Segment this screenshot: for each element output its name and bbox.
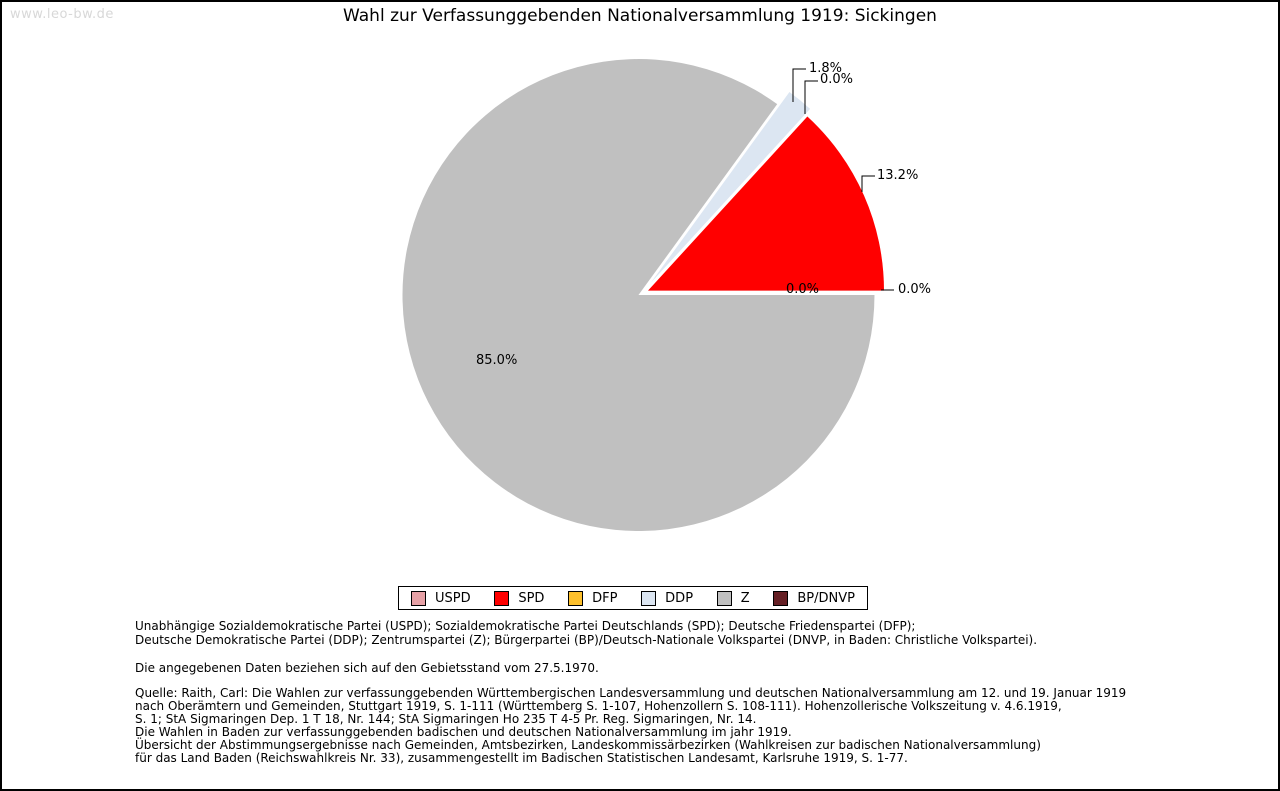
legend-item-spd — [494, 591, 544, 606]
note-line: Die Wahlen in Baden zur verfassunggebenden badischen und deutschen Nationalversammlung im jahr 1919. — [135, 725, 792, 739]
legend-item-z — [717, 591, 750, 606]
legend-item-ddp — [641, 591, 693, 606]
party-abbreviations — [135, 620, 1037, 647]
legend-label-uspd: USPD — [435, 590, 471, 606]
legend-item-dfp — [568, 591, 617, 606]
legend-swatch-z — [717, 591, 732, 606]
note-line: Quelle: Raith, Carl: Die Wahlen zur verfassunggebenden Württembergischen Landesversammlung und deutschen Nationalversammlung am 12. und 19. Januar 1919 — [135, 686, 1127, 700]
pie-label-bp-dnvp: 0.0% — [786, 282, 820, 297]
note-line: Deutsche Demokratische Partei (DDP); Zentrumspartei (Z); Bürgerpartei (BP)/Deutsch-Nationale Volkspartei (DNVP, in Baden: Christliche Volkspartei). — [135, 632, 1038, 647]
leader-spd — [862, 176, 875, 192]
pie-label-spd: 13.2% — [877, 168, 919, 183]
pie-label-z: 85.0% — [476, 353, 518, 368]
legend-label-z: Z — [740, 590, 750, 606]
legend-label-bp-dnvp: BP/DNVP — [797, 590, 855, 606]
legend-label-dfp: DFP — [592, 590, 618, 606]
legend-swatch-spd — [494, 591, 509, 606]
note-line: Unabhängige Sozialdemokratische Partei (USPD); Sozialdemokratische Partei Deutschlands (SPD); Deutsche Friedenspartei (DFP); — [135, 619, 916, 633]
page-title: Wahl zur Verfassunggebenden Nationalversammlung 1919: Sickingen — [343, 6, 937, 26]
note-line: Übersicht der Abstimmungsergebnisse nach Gemeinden, Amtsbezirken, Landeskommissärbezirken (Wahlkreisen zur badischen Nationalversammlung) — [135, 738, 1041, 752]
pie-label-dfp: 0.0% — [820, 72, 854, 87]
gebietsstand-note: Die angegebenen Daten beziehen sich auf den Gebietsstand vom 27.5.1970. — [135, 661, 599, 675]
pie-label-uspd: 0.0% — [898, 282, 932, 297]
legend-swatch-uspd — [411, 591, 426, 606]
note-line: S. 1; StA Sigmaringen Dep. 1 T 18, Nr. 144; StA Sigmaringen Ho 235 T 4-5 Pr. Reg. Sigmaringen, Nr. 14. — [135, 712, 757, 726]
legend-label-ddp: DDP — [665, 590, 694, 606]
legend-item-uspd — [411, 591, 471, 606]
note-line: nach Oberämtern und Gemeinden, Stuttgart 1919, S. 1-111 (Württemberg S. 1-107, Hohenzollern S. 108-111). Hohenzollerische Volkszeitung v. 4.6.1919, — [135, 699, 1062, 713]
pie-label-ddp: 1.8% — [809, 61, 843, 76]
watermark: www.leo-bw.de — [10, 7, 114, 22]
legend-label-spd: SPD — [518, 590, 545, 606]
legend-item-bp-dnvp — [773, 591, 855, 606]
legend — [398, 586, 868, 610]
legend-swatch-bp-dnvp — [773, 591, 788, 606]
legend-swatch-ddp — [641, 591, 656, 606]
legend-swatch-dfp — [568, 591, 583, 606]
note-line: für das Land Baden (Reichswahlkreis Nr. 33), zusammengestellt im Badischen Statistischen Landesamt, Karlsruhe 1919, S. 1-77. — [135, 751, 908, 765]
source-note — [135, 687, 1126, 765]
